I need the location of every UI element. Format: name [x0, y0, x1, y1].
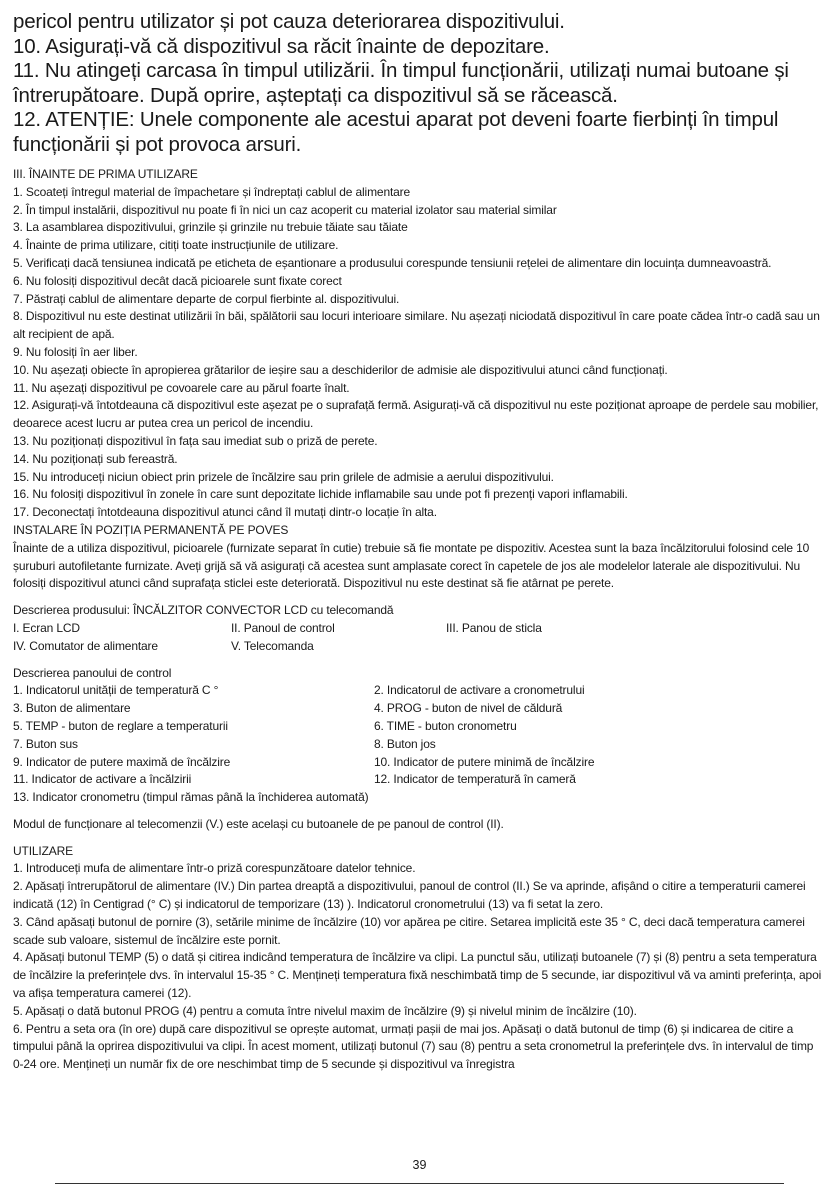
panel-row — [13, 754, 825, 772]
panel-item: 3. Buton de alimentare — [13, 701, 131, 716]
control-panel-description — [13, 665, 825, 807]
product-part: II. Panoul de control — [231, 620, 335, 635]
remote-note: Modul de funcționare al telecomenzii (V.) este același cu butoanele de pe panoul de control (II). — [13, 816, 504, 831]
panel-item: 10. Indicator de putere minimă de încălzire — [374, 754, 595, 769]
intro-line: 12. ATENȚIE: Unele componente ale acestui aparat pot deveni foarte fierbinți în timpul funcționării și pot provoca arsuri. — [13, 108, 779, 156]
panel-item: 9. Indicator de putere maximă de încălzire — [13, 754, 231, 769]
usage-item: 1. Introduceți mufa de alimentare într-o priză corespunzătoare datelor tehnice. — [13, 861, 416, 876]
list-item: 13. Nu poziționați dispozitivul în fața sau imediat sub o priză de perete. — [13, 433, 378, 448]
intro-warnings — [13, 10, 825, 157]
section-heading: III. ÎNAINTE DE PRIMA UTILIZARE — [13, 167, 198, 181]
list-item: 9. Nu folosiți în aer liber. — [13, 344, 138, 359]
list-item: 12. Asigurați-vă întotdeauna că dispozitivul este așezat pe o suprafață fermă. Asigurați-vă că dispozitivul nu este poziționat aproape de perdele sau mobilier, deoarece acest lucru ar putea crea un pericol de incendiu. — [13, 398, 819, 431]
panel-row — [13, 682, 825, 700]
product-part: III. Panou de sticla — [446, 620, 542, 635]
list-item: 17. Deconectați întotdeauna dispozitivul atunci când îl mutați dintr-o locație în alta. — [13, 505, 437, 520]
document-page — [13, 10, 825, 1074]
section-before-first-use — [13, 166, 825, 593]
usage-item: 2. Apăsați întrerupătorul de alimentare (IV.) Din partea dreaptă a dispozitivului, panoul de control (II.) Se va aprinde, afișând o citire a temperaturii camerei indicată (12) în Centigrad (° C) și indicatorul de temporizare (13) ). Indicatorul cronometrului (13) va fi setat la zero. — [13, 879, 806, 912]
panel-item: 7. Buton sus — [13, 736, 78, 751]
product-part: IV. Comutator de alimentare — [13, 638, 158, 653]
product-part: V. Telecomanda — [231, 638, 314, 653]
intro-line: 10. Asigurați-vă că dispozitivul sa răcit înainte de depozitare. — [13, 34, 550, 58]
usage-heading: UTILIZARE — [13, 843, 73, 858]
list-item: 15. Nu introduceți niciun obiect prin prizele de încălzire sau prin grilele de admisie a aerului dispozitivului. — [13, 469, 554, 484]
intro-line: 11. Nu atingeți carcasa în timpul utilizării. În timpul funcționării, utilizați numai butoane și întrerupătoare. După oprire, așteptați ca dispozitivul să se răcească. — [13, 59, 789, 107]
product-part: I. Ecran LCD — [13, 620, 80, 635]
install-heading: INSTALARE ÎN POZIȚIA PERMANENTĂ PE POVES — [13, 522, 289, 537]
panel-item: 8. Buton jos — [374, 736, 436, 751]
footer-divider — [55, 1183, 784, 1184]
usage-item: 5. Apăsați o dată butonul PROG (4) pentru a comuta între nivelul maxim de încălzire (9) și nivelul minim de încălzire (10). — [13, 1003, 637, 1018]
list-item: 11. Nu așezați dispozitivul pe covoarele care au părul foarte înalt. — [13, 380, 350, 395]
list-item: 16. Nu folosiți dispozitivul în zonele în care sunt depozitate lichide inflamabile sau unde pot fi prezenți vapori inflamabili. — [13, 487, 628, 502]
panel-item: 12. Indicator de temperatură în cameră — [374, 772, 576, 787]
list-item: 6. Nu folosiți dispozitivul decât dacă picioarele sunt fixate corect — [13, 273, 342, 288]
panel-row — [13, 771, 825, 789]
panel-heading: Descrierea panoului de control — [13, 665, 172, 680]
list-item: 1. Scoateți întregul material de împachetare și îndreptați cablul de alimentare — [13, 184, 411, 199]
panel-item: 5. TEMP - buton de reglare a temperaturii — [13, 718, 228, 733]
list-item: 10. Nu așezați obiecte în apropierea grătarilor de ieșire sau a deschiderilor de admisie ale dispozitivului atunci când funcționați. — [13, 362, 668, 377]
list-item: 14. Nu poziționați sub fereastră. — [13, 451, 178, 466]
usage-item: 3. Când apăsați butonul de pornire (3), setările minime de încălzire (10) vor apărea pe citire. Setarea implicită este 35 ° C, deci dacă temperatura camerei scade sub valoare, sistemul de încălzire este pornit. — [13, 914, 805, 947]
panel-item: 4. PROG - buton de nivel de căldură — [374, 701, 563, 716]
usage-item: 4. Apăsați butonul TEMP (5) o dată și citirea indicând temperatura de încălzire va clipi. La punctul său, utilizați butoanele (7) și (8) pentru a seta temperatura de încălzire la preferințele dvs. în intervalul 15-35 ° C. Mențineți temperatura fixă neschimbată timp de 5 secunde, iar dispozitivul vă va aminti preferința, apoi va afișa temperatura camerei (12). — [13, 950, 822, 1001]
install-text: Înainte de a utiliza dispozitivul, picioarele (furnizate separat în cutie) trebuie să fie montate pe dispozitiv. Acestea sunt la baza încălzitorului folosind cele 10 șuruburi autofiletante furnizate. Aveți grijă să vă asigurați că acestea sunt amplasate corect în capetele de jos ale modelelor laterale ale dispozitivului. Nu folosiți dispozitivul atunci când suprafața sticlei este deteriorată. Dispozitivul nu este destinat să fie atârnat pe perete. — [13, 540, 810, 591]
product-heading: Descrierea produsului: ÎNCĂLZITOR CONVECTOR LCD cu telecomandă — [13, 603, 394, 618]
page-number: 39 — [412, 1158, 427, 1172]
panel-row — [13, 700, 825, 718]
list-item: 7. Păstrați cablul de alimentare departe de corpul fierbinte al. dispozitivului. — [13, 291, 400, 306]
list-item: 5. Verificați dacă tensiunea indicată pe eticheta de eșantionare a produsului corespunde tensiunii rețelei de alimentare din locuința dumneavoastră. — [13, 255, 772, 270]
list-item: 2. În timpul instalării, dispozitivul nu poate fi în nici un caz acoperit cu material izolator sau material similar — [13, 202, 557, 217]
product-row — [13, 638, 825, 656]
list-item: 8. Dispozitivul nu este destinat utilizării în băi, spălătorii sau locuri interioare similare. Nu așezați niciodată dispozitivul în care poate cădea într-o cadă sau un alt recipient de apă. — [13, 309, 820, 342]
panel-row — [13, 718, 825, 736]
panel-item: 13. Indicator cronometru (timpul rămas până la închiderea automată) — [13, 790, 369, 805]
panel-item: 11. Indicator de activare a încălzirii — [13, 772, 192, 787]
panel-item: 1. Indicatorul unității de temperatură C ° — [13, 683, 219, 698]
list-item: 3. La asamblarea dispozitivului, grinzile și grinzile nu trebuie tăiate sau tăiate — [13, 220, 408, 235]
panel-row — [13, 736, 825, 754]
panel-item: 2. Indicatorul de activare a cronometrului — [374, 683, 585, 698]
intro-line: pericol pentru utilizator și pot cauza deteriorarea dispozitivului. — [13, 10, 565, 33]
list-item: 4. Înainte de prima utilizare, citiți toate instrucțiunile de utilizare. — [13, 238, 339, 253]
product-row — [13, 620, 825, 638]
usage-section — [13, 843, 825, 1074]
product-description — [13, 602, 825, 655]
panel-item: 6. TIME - buton cronometru — [374, 718, 517, 733]
usage-item: 6. Pentru a seta ora (în ore) după care dispozitivul se oprește automat, urmați pașii de mai jos. Apăsați o dată butonul de timp (6) și indicarea de citire a timpului până la oprirea dispozitivului va clipi. În acest moment, utilizați butonul (7) sau (8) pentru a seta cronometrul la preferințele dvs. în intervalul de timp 0-24 ore. Mențineți un număr fix de ore neschimbat timp de 5 secunde și dispozitivul va înregistra — [13, 1021, 814, 1072]
